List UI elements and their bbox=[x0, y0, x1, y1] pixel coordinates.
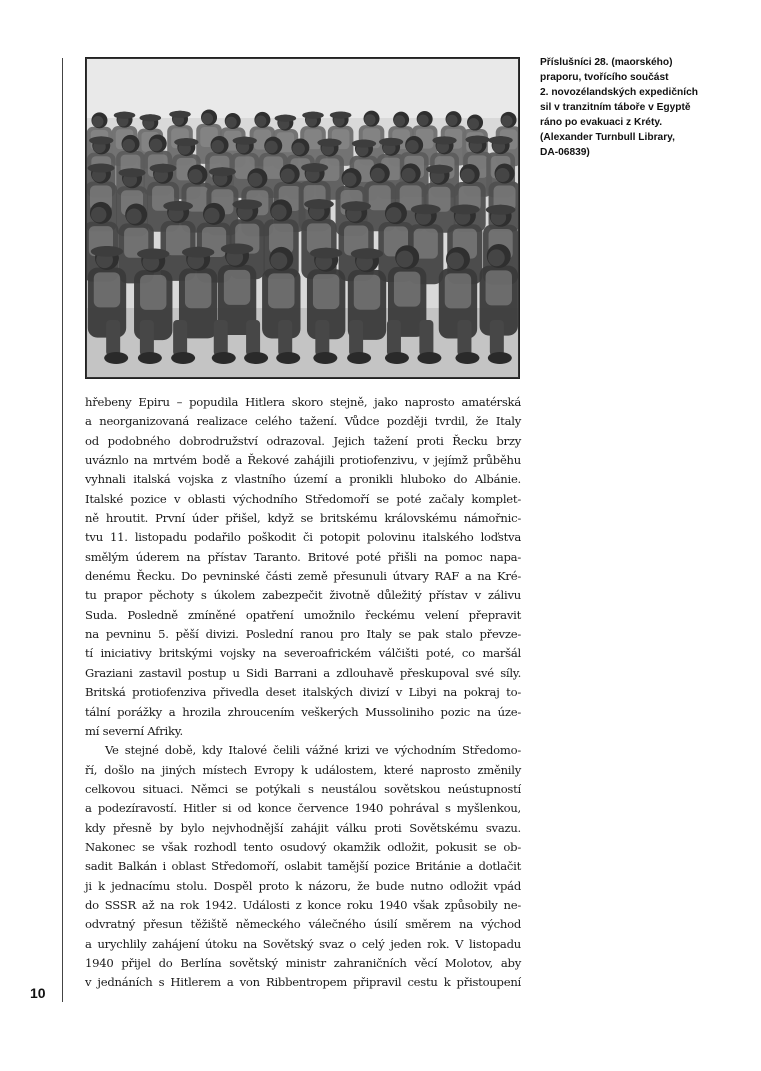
text-line: denému Řecku. Do pevninské části země přesunuli útvary RAF a na Kré- bbox=[85, 569, 521, 584]
text-line: tální porážky a hrozila zhroucením veškerých Mussoliniho pozic na úze- bbox=[85, 704, 521, 719]
text-line: a podezíravostí. Hitler si od konce července 1940 pohrával s myšlenkou, bbox=[85, 801, 521, 816]
text-line: kdy přesně by bylo nejvhodnější zahájit válku proti Sovětskému svazu. bbox=[85, 820, 521, 835]
text-line: vyhnali italská vojska z vlastního území a pronikli hluboko do Albánie. bbox=[85, 472, 521, 487]
body-text bbox=[85, 393, 521, 993]
caption-line: DA-06839) bbox=[540, 147, 590, 158]
margin-rule bbox=[62, 58, 63, 1002]
text-line: ří, došlo na jiných místech Evropy k událostem, které naprosto změnily bbox=[85, 762, 521, 777]
caption-line: sil v tranzitním táboře v Egyptě bbox=[540, 102, 691, 113]
text-line: Britská protiofenziva přivedla deset italských divizí v Libyi na pokraj to- bbox=[85, 685, 521, 700]
text-line: hřebeny Epiru – popudila Hitlera skoro stejně, jako naprosto amatérská bbox=[85, 395, 521, 409]
caption-line: ráno po evakuaci z Kréty. bbox=[540, 117, 663, 128]
text-line: Italské pozice v oblasti východního Středomoří se poté začaly komplet- bbox=[85, 491, 521, 506]
text-line: Graziani zastavil postup u Sidi Barrani a zdlouhavě přeskupoval své síly. bbox=[85, 665, 521, 680]
text-line: a neorganizovaná realizace celého tažení. Vůdce později tvrdil, že Italy bbox=[85, 414, 521, 429]
text-line: Nakonec se však rozhodl tento osudový okamžik odložit, pokusit se ob- bbox=[85, 839, 521, 854]
text-line: od podobného dobrodružství odrazoval. Jejich tažení proti Řecku brzy bbox=[85, 433, 521, 448]
group-photo bbox=[85, 57, 520, 379]
text-line: v jednáních s Hitlerem a von Ribbentropem připravil cestu k přistoupení bbox=[85, 975, 521, 990]
text-line: 1940 přijel do Berlína sovětský ministr zahraničních věcí Molotov, aby bbox=[85, 955, 521, 970]
text-line: ně hroutit. První úder přišel, když se britskému královskému námořnic- bbox=[85, 511, 521, 526]
text-line: sadit Balkán i oblast Středomoří, oslabit tamější pozice Británie a dotlačit bbox=[85, 859, 521, 874]
text-line: ji k jednacímu stolu. Dospěl proto k názoru, že bude nutno odložit vpád bbox=[85, 878, 521, 893]
text-line: mí severní Afriky. bbox=[85, 723, 183, 738]
text-line: tvu 11. listopadu podařilo poškodit či potopit polovinu italského loďstva bbox=[85, 530, 521, 545]
page-number: 10 bbox=[30, 985, 46, 1001]
text-line: do SSSR až na rok 1942. Události z konce roku 1940 však způsobily ne- bbox=[85, 897, 521, 912]
text-line: Ve stejné době, kdy Italové čelili vážné krizi ve východním Středomo- bbox=[105, 743, 521, 758]
text-line: celkovou situaci. Němci se potýkali s neustálou sovětskou neústupností bbox=[85, 781, 521, 796]
text-line: smělým úderem na přístav Taranto. Britové poté přišli na pomoc napa- bbox=[85, 549, 521, 564]
text-line: Suda. Posledně zmíněné opatření umožnilo řeckému velení přepravit bbox=[85, 607, 521, 622]
text-line: a urychlily zahájení útoku na Sovětský svaz o celý jeden rok. V listopadu bbox=[85, 936, 521, 951]
text-line: uváznlo na mrtvém bodě a Řekové zahájili protiofenzivu, v jejímž průběhu bbox=[85, 453, 521, 468]
caption-line: (Alexander Turnbull Library, bbox=[540, 132, 675, 143]
caption-line: Příslušníci 28. (maorského) bbox=[540, 57, 673, 68]
text-line: tí iniciativy britskými vojsky na severoafrickém válčišti poté, co maršál bbox=[85, 646, 521, 661]
group-photo-soldiers-icon bbox=[86, 58, 519, 378]
text-line: odvratný přesun těžiště německého válečného úsilí směrem na východ bbox=[85, 917, 521, 932]
photo-caption bbox=[540, 55, 730, 160]
paragraph-1 bbox=[85, 393, 521, 741]
caption-line: 2. novozélandských expedičních bbox=[540, 87, 698, 98]
paragraph-2 bbox=[85, 741, 521, 992]
caption-line: praporu, tvořícího součást bbox=[540, 72, 669, 83]
text-line: tu prapor pěchoty s úkolem zabezpečit životně důležitý přístav v zálivu bbox=[85, 588, 521, 603]
text-line: na pevninu 5. pěší divizi. Poslední ranou pro Italy se pak stalo převze- bbox=[85, 627, 521, 642]
